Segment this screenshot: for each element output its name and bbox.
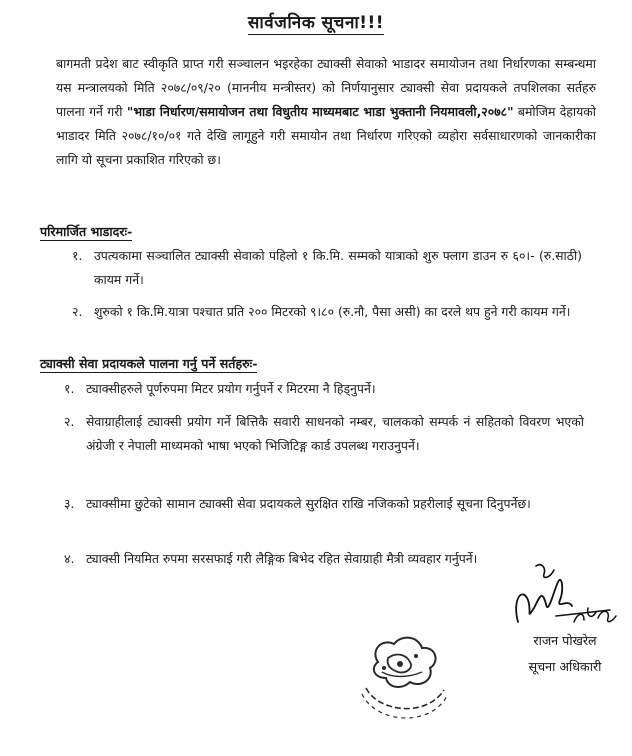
signer-designation: सूचना अधिकारी (528, 659, 602, 674)
rate-item-text: शुरुको १ कि.मि.यात्रा पश्चात प्रति २०० मिटरको ९।८० (रु.नौ, पैसा असी) का दरले थप हुने गरी कायम गर्ने। (94, 304, 571, 319)
revised-rates-heading: परिमार्जित भाडादरः- (40, 224, 133, 239)
notice-title: सार्वजनिक सूचना!!! (247, 13, 385, 33)
condition-item-text: ट्याक्सीमा छुटेको सामान ट्याक्सी सेवा प्रदायकले सुरक्षित राखि नजिकको प्रहरीलाई सूचना दिनुपर्नेछ। (86, 496, 531, 511)
rate-item-text: उपत्यकामा सञ्चालित ट्याक्सी सेवाको पहिलो १ कि.मि. सम्मको यात्राको शुरु फ्लाग डाउन रु ६०।- (रु.साठी) कायम गर्ने। (94, 248, 582, 287)
condition-item-text: सेवाग्राहीलाई ट्याक्सी प्रयोग गर्ने बित्तिकै सवारी साधनको नम्बर, चालकको सम्पर्क नं सहितको विवरण भएको अंग्रेजी र नेपाली माध्यमको भाषा भएको भिजिटिङ्ग कार्ड उपलब्ध गराउनुपर्ने। (86, 414, 584, 453)
intro-text-part1: बागमती प्रदेश बाट स्वीकृति प्राप्त गरी सञ्चालन भइरहेका ट्याक्सी सेवाको भाडादर समायोजन तथा निर्धारणका सम्बन्धमा यस मन्त्रालयको मिति २०७८/०९/२० (माननीय मन्त्रीस्तर) को निर्णयानुसार ट्याक्सी सेवा प्रदायकले तपशिलका सर्तहरु पालना गर्ने गरी (56, 56, 596, 119)
condition-item-number: ४. (64, 551, 75, 566)
condition-item-number: ३. (64, 496, 75, 511)
signer-name: राजन पोखरेल (533, 633, 597, 648)
notice-intro (56, 52, 596, 172)
condition-item (64, 377, 584, 401)
handwritten-signature (500, 560, 620, 630)
condition-item-number: २. (64, 414, 75, 429)
conditions-heading: ट्याक्सी सेवा प्रदायकले पालना गर्नु पर्ने सर्तहरुः- (40, 356, 258, 371)
intro-regulation-title: "भाडा निर्धारण/समायोजन तथा विधुतीय माध्यमबाट भाडा भुक्तानी नियमावली,२०७८" (126, 104, 514, 119)
condition-item-text: ट्याक्सी नियमित रुपमा सरसफाई गरी लैङ्गिक बिभेद रहित सेवाग्राही मैत्री व्यवहार गर्नुपर्ने। (86, 551, 478, 566)
signer-block (510, 628, 620, 680)
rate-item (72, 244, 582, 292)
condition-item-number: १. (64, 381, 75, 396)
intro-text-part2: बमोजिम देहायको भाडादर मिति २०७८/१०/०१ गते देखि लागूहुने गरी समायोन तथा निर्धारण गरिएको व्यहोरा सर्वसाधारणको जानकारीका लागि यो सूचना प्रकाशित गरिएको छ। (56, 104, 597, 167)
condition-item (64, 492, 584, 516)
condition-item (64, 410, 584, 458)
rate-item-number: १. (72, 248, 83, 263)
rate-item-number: २. (72, 304, 83, 319)
rate-item (72, 300, 582, 324)
condition-item-text: ट्याक्सीहरुले पूर्णरुपमा मिटर प्रयोग गर्नुपर्ने र मिटरमा नै हिड्नुपर्ने। (86, 381, 376, 396)
office-seal-stamp (348, 628, 458, 738)
